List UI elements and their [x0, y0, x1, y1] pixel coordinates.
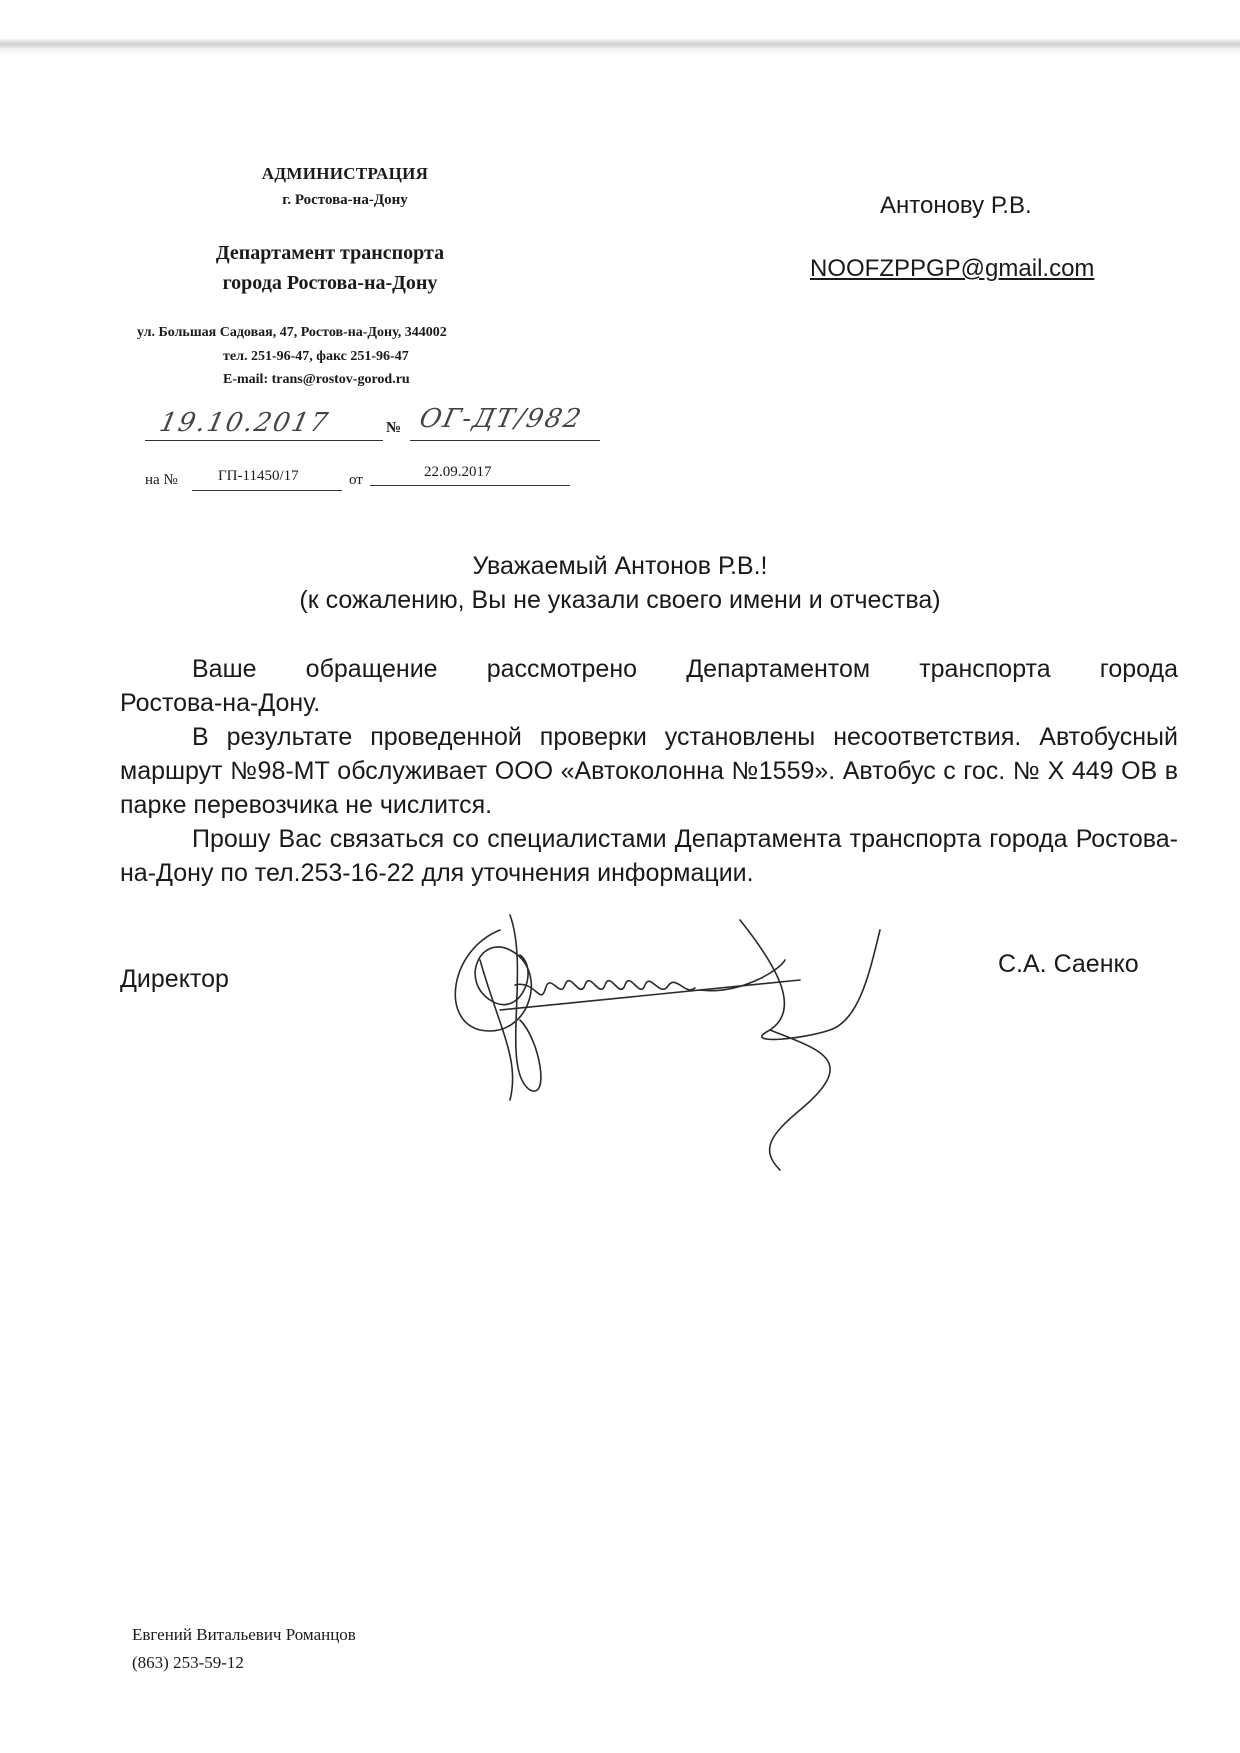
signatory-name: С.А. Саенко: [998, 950, 1139, 978]
registration-number-line: [410, 440, 600, 441]
reference-date: 22.09.2017: [424, 464, 492, 480]
letterhead-department-line2: города Ростова-на-Дону: [222, 272, 438, 294]
letterhead-address: ул. Большая Садовая, 47, Ростов-на-Дону, 344002: [137, 325, 447, 340]
registration-date: 19.10.2017: [156, 408, 333, 438]
letterhead-department-line1: Департамент транспорта: [215, 242, 445, 264]
registration-date-line: [145, 440, 383, 441]
reference-prefix: на №: [145, 472, 178, 488]
letterhead-administration: АДМИНИСТРАЦИЯ: [261, 164, 429, 183]
letterhead-phone-fax: тел. 251-96-47, факс 251-96-47: [223, 349, 409, 364]
signatory-position: Директор: [120, 965, 229, 993]
letter-body: [120, 652, 1178, 890]
salutation: Уважаемый Антонов Р.В.!: [472, 552, 768, 580]
registration-number-sign: №: [386, 420, 402, 436]
reference-number: ГП-11450/17: [218, 468, 299, 484]
paragraph-2: В результате проведенной проверки установлены несоответствия. Автобусный маршрут №98-МТ обслуживает ООО «Автоколонна №1559». Автобус с гос. № Х 449 ОВ в парке перевозчика не числится.: [120, 723, 1178, 819]
recipient-email: NOOFZPPGP@gmail.com: [810, 255, 1095, 282]
executor-name: Евгений Витальевич Романцов: [132, 1625, 356, 1644]
recipient-name: Антонову Р.В.: [880, 192, 1032, 219]
handwritten-signature: [440, 910, 980, 1180]
registration-number: ОГ-ДТ/982: [416, 404, 586, 434]
reference-date-line: [370, 485, 570, 486]
reference-number-line: [192, 490, 342, 491]
paragraph-3: Прошу Вас связаться со специалистами Департамента транспорта города Ростова-на-Дону по тел.253-16-22 для уточнения информации.: [120, 825, 1178, 887]
scan-top-edge: [0, 0, 1240, 55]
letterhead-city: г. Ростова-на-Дону: [282, 192, 408, 208]
executor-phone: (863) 253-59-12: [132, 1653, 244, 1672]
letterhead-email: E-mail: trans@rostov-gorod.ru: [223, 372, 410, 387]
reference-from-label: от: [349, 472, 363, 488]
paragraph-1: Ваше обращение рассмотрено Департаментом транспорта города Ростова-на-Дону.: [120, 655, 1178, 717]
salutation-note: (к сожалению, Вы не указали своего имени и отчества): [299, 586, 941, 614]
